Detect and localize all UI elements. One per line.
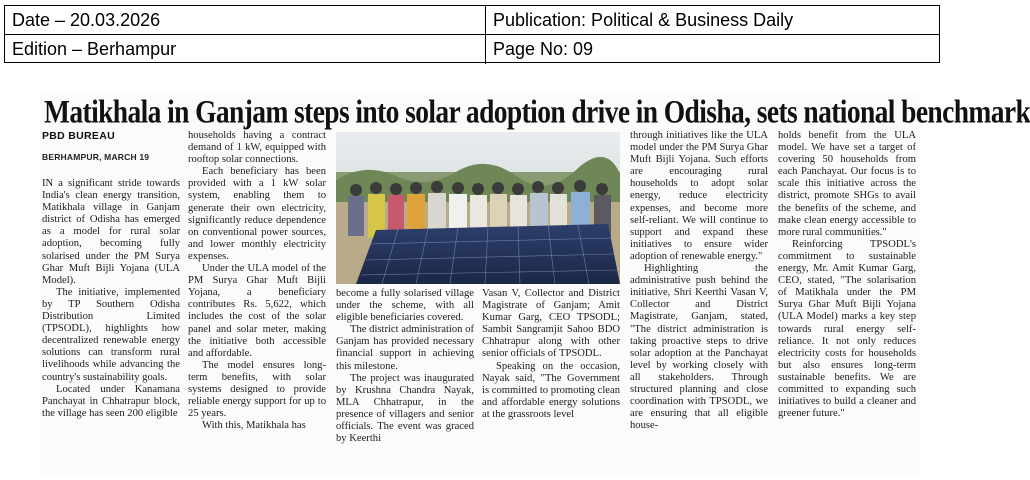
publication-cell: Publication: Political & Business Daily	[486, 6, 939, 35]
article-column-1	[42, 178, 180, 476]
article-column-2	[188, 130, 326, 476]
edition-cell: Edition – Berhampur	[5, 35, 486, 64]
article-photo	[336, 132, 620, 284]
paragraph: The model ensures long-term benefits, with solar systems designed to provide reliable energy support for up to 25 years.	[188, 359, 326, 420]
article-column-3	[336, 288, 474, 476]
page-number-cell: Page No: 09	[493, 39, 594, 59]
paragraph: through initiatives like the ULA model under the PM Surya Ghar Muft Bijli Yojana. Such efforts are encouraging rural households to adopt solar energy, reduce electricity expenses, and become more self-reliant. We will continue to support and expand these initiatives to ensure wider adoption of renewable energy."	[630, 130, 768, 262]
paragraph: The initiative, implemented by TP Southern Odisha Distribution Limited (TPSODL), highlights how decentralized renewable energy solutions can transform rural livelihoods while advancing the country's sustainability goals.	[42, 286, 180, 383]
paragraph: The project was inaugurated by Krushna Chandra Nayak, MLA Chhatrapur, in the presence of villagers and senior officials. The event was graced by Keerthi	[336, 372, 474, 445]
article-column-5	[630, 130, 768, 476]
newspaper-clipping	[40, 92, 1030, 476]
paragraph: Vasan V, Collector and District Magistrate of Ganjam; Amit Kumar Garg, CEO TPSODL; Sambit Sangramjit Sahoo BDO Chhatrapur along with other senior officials of TPSODL.	[482, 288, 620, 360]
date-cell: Date – 20.03.2026	[5, 6, 486, 35]
article-column-4	[482, 288, 620, 476]
paragraph: Highlighting the administrative push behind the initiative, Shri Keerthi Vasan V, Collector and District Magistrate, Ganjam, stated, "The district administration is taking proactive steps to drive solar adoption at the Panchayat level by working closely with all stakeholders. Through structured planning and close coordination with TPSODL, we are ensuring that all eligible house-	[630, 263, 768, 432]
clipping-info-table	[4, 5, 940, 63]
article-headline: Matikhala in Ganjam steps into solar adoption drive in Odisha, sets national benchmark	[44, 93, 1030, 130]
paragraph: Speaking on the occasion, Nayak said, "The Government is committed to promoting clean and affordable energy solutions at the grassroots level	[482, 360, 620, 420]
paragraph: Each beneficiary has been provided with a 1 kW solar system, enabling them to generate their own electricity, significantly reduce dependence on conventional power sources, and lower monthly electricity expenses.	[188, 166, 326, 262]
article-byline: PBD BUREAU	[42, 130, 116, 142]
paragraph: With this, Matikhala has	[202, 420, 306, 432]
paragraph: holds benefit from the ULA model. We have set a target of covering 50 households from each Panchayat. Our focus is to scale this initiative across the district, promote SHGs to avail the benefits of the scheme, and make clean energy accessible to more rural communities."	[778, 130, 916, 238]
paragraph: IN a significant stride towards India's clean energy transition, Matikhala village in Ganjam district of Odisha has emerged as a model for rural solar adoption, becoming fully solarised under the PM Surya Ghar Muft Bijli Yojana (ULA Model).	[42, 178, 180, 286]
paragraph: Under the ULA model of the PM Surya Ghar Muft Bijli Yojana, a beneficiary contributes Rs. 5,622, which includes the cost of the solar panel and solar meter, making the initiative both accessible and affordable.	[188, 263, 326, 359]
paragraph: Located under Kanamana Panchayat in Chhatrapur block, the village has seen 200 eligible	[42, 383, 180, 419]
paragraph: become a fully solarised village under the scheme, with all eligible beneficiaries covered.	[336, 288, 474, 324]
paragraph: households having a contract demand of 1 kW, equipped with rooftop solar connections.	[188, 130, 326, 166]
paragraph: Reinforcing TPSODL's commitment to sustainable energy, Mr. Amit Kumar Garg, CEO, stated, "The solarisation of Matikhala under the PM Surya Ghar Muft Bijli Yojana (ULA Model) marks a key step towards rural energy self-reliance. It not only reduces electricity costs for households but also ensures long-term sustainable benefits. We are committed to expanding such initiatives to build a cleaner and greener future."	[778, 238, 916, 420]
article-dateline: BERHAMPUR, MARCH 19	[42, 152, 150, 162]
paragraph: The district administration of Ganjam has provided necessary financial support in achieving this milestone.	[336, 324, 474, 372]
article-column-6	[778, 130, 916, 476]
solar-inauguration-photo	[336, 132, 620, 284]
